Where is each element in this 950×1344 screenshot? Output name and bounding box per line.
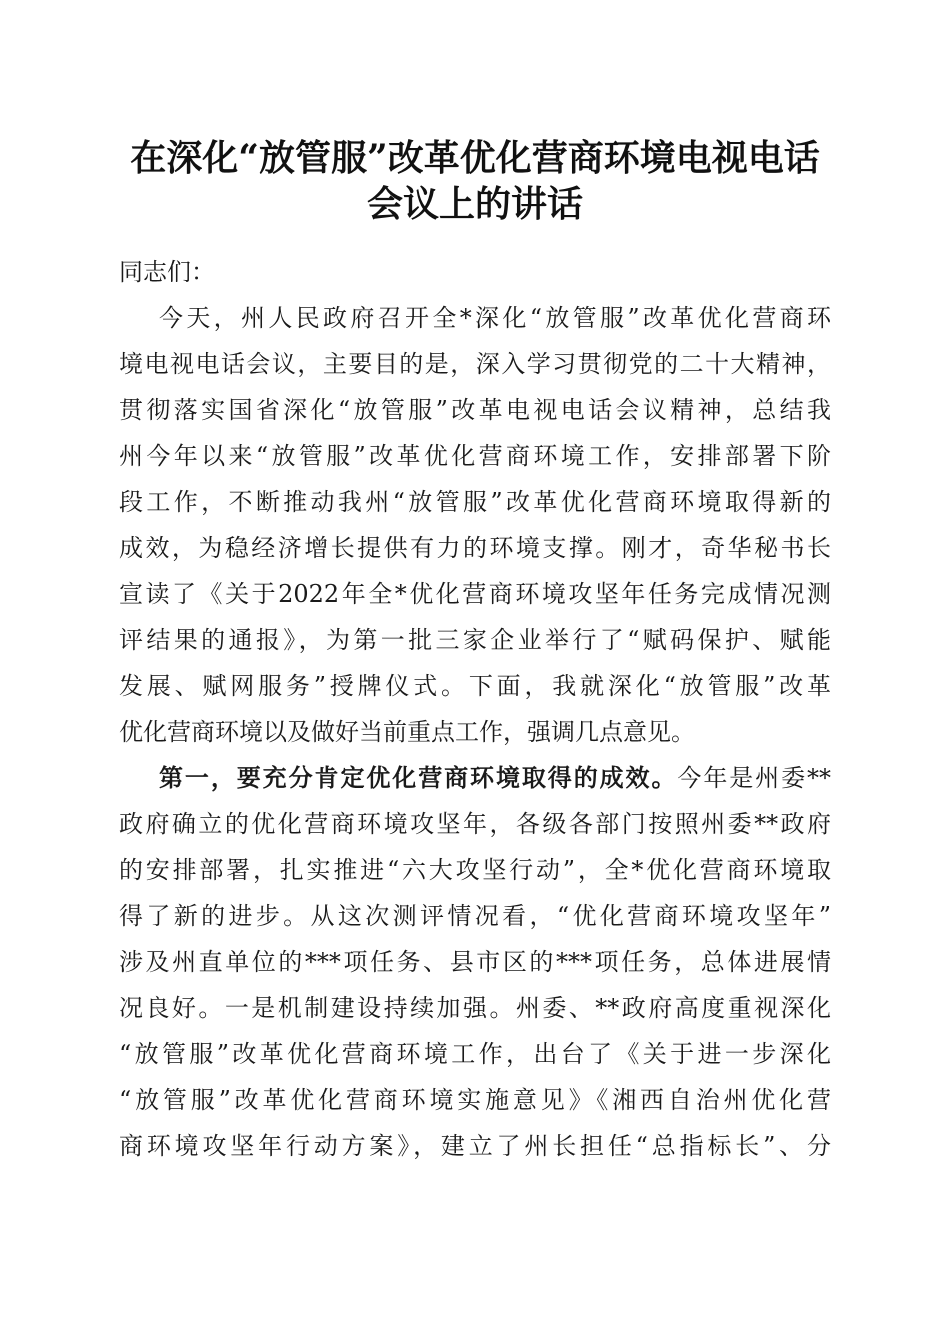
title-line-2: 会议上的讲话: [366, 183, 583, 225]
paragraph-2-line: “放管服”改革优化营商环境工作，出台了《关于进一步深化: [119, 1040, 831, 1068]
paragraph-1-line: 今天，州人民政府召开全*深化“放管服”改革优化营商环: [159, 304, 831, 332]
paragraph-2-line: 商环境攻坚年行动方案》，建立了州长担任“总指标长”、分: [119, 1132, 831, 1160]
paragraph-2-line: 况良好。一是机制建设持续加强。州委、**政府高度重视深化: [119, 994, 831, 1022]
salutation: 同志们：: [119, 258, 215, 286]
paragraph-2-first-rest: 今年是州委**: [677, 764, 832, 792]
paragraph-1-line: 境电视电话会议，主要目的是，深入学习贯彻党的二十大精神，: [119, 350, 831, 378]
title-line-1: 在深化“放管服”改革优化营商环境电视电话: [130, 137, 820, 179]
paragraph-1-line: 贯彻落实国省深化“放管服”改革电视电话会议精神，总结我: [119, 396, 831, 424]
paragraph-2-first-line: [159, 760, 831, 796]
paragraph-1-line: 优化营商环境以及做好当前重点工作，强调几点意见。: [119, 718, 695, 746]
paragraph-1-line: 发展、赋网服务”授牌仪式。下面，我就深化“放管服”改革: [119, 672, 831, 700]
document-title: [100, 135, 850, 227]
paragraph-2-line: 的安排部署，扎实推进“六大攻坚行动”，全*优化营商环境取: [119, 856, 831, 884]
paragraph-2-line: “放管服”改革优化营商环境实施意见》《湘西自治州优化营: [119, 1086, 831, 1114]
paragraph-2-line: 涉及州直单位的***项任务、县市区的***项任务，总体进展情: [119, 948, 831, 976]
paragraph-1-line: 州今年以来“放管服”改革优化营商环境工作，安排部署下阶: [119, 442, 831, 470]
paragraph-2-line: 得了新的进步。从这次测评情况看，“优化营商环境攻坚年”: [119, 902, 831, 930]
paragraph-2-heading: 第一，要充分肯定优化营商环境取得的成效。: [159, 763, 678, 792]
paragraph-1-line: 评结果的通报》，为第一批三家企业举行了“赋码保护、赋能: [119, 626, 831, 654]
paragraph-1-line: 成效，为稳经济增长提供有力的环境支撑。刚才，奇华秘书长: [119, 534, 831, 562]
paragraph-1-line: 段工作，不断推动我州“放管服”改革优化营商环境取得新的: [119, 488, 831, 516]
paragraph-2-line: 政府确立的优化营商环境攻坚年，各级各部门按照州委**政府: [119, 810, 831, 838]
paragraph-1-line: 宣读了《关于2022年全*优化营商环境攻坚年任务完成情况测: [119, 580, 831, 608]
